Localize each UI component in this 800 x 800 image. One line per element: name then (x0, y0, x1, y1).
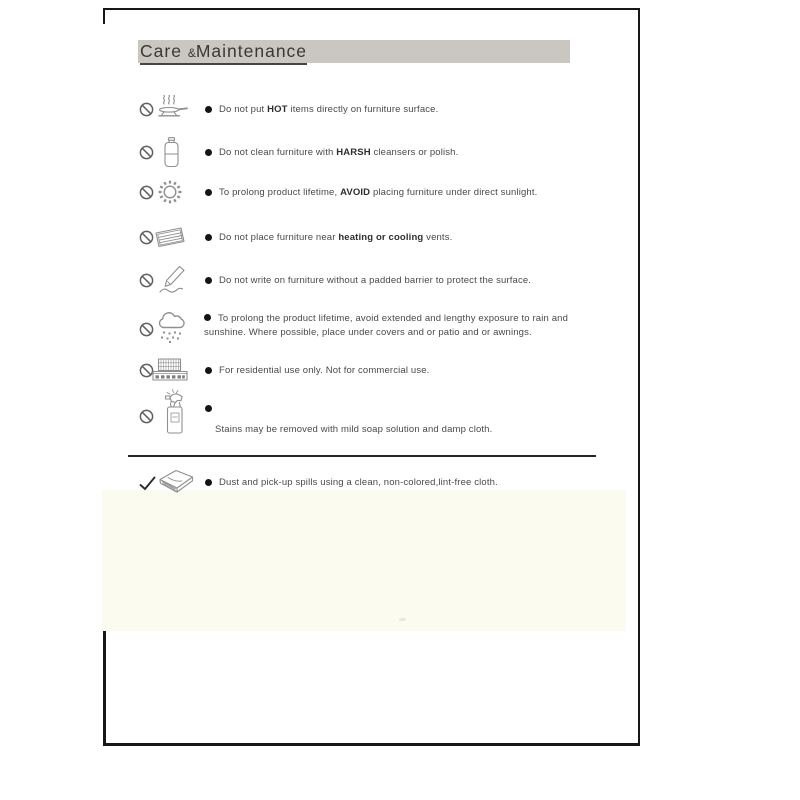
title-bar (138, 40, 570, 63)
page-frame-bottom (103, 743, 640, 746)
cream-band (102, 490, 626, 631)
section-divider (128, 455, 596, 457)
page-frame-right (638, 8, 640, 746)
bullet-icon (204, 314, 211, 321)
care-item-hot (138, 94, 600, 126)
scan-artifact (399, 618, 406, 621)
bullet-icon (205, 405, 212, 412)
care-item-text: Do not write on furniture without a padded barrier to protect the surface. (219, 275, 532, 286)
bullet-icon (205, 367, 212, 374)
bullet-icon (205, 277, 212, 284)
page-frame-left-bottom (103, 628, 106, 744)
care-item-writing (138, 265, 600, 297)
rain-cloud-icon (155, 308, 187, 344)
bullet-icon (205, 189, 212, 196)
care-item-text: Do not clean furniture with HARSH cleansers or polish. (219, 147, 459, 158)
pen-icon (158, 265, 186, 295)
bullet-icon (205, 234, 212, 241)
care-item-rain (138, 305, 600, 353)
bottle-icon (163, 137, 180, 168)
spray-bottle-icon (163, 388, 187, 436)
care-item-text: Stains may be removed with mild soap solution and damp cloth. (215, 424, 493, 435)
care-item-cleansers (138, 137, 600, 169)
page-frame-left-top (103, 8, 105, 24)
page-title: Care &Maintenance (140, 41, 307, 65)
care-item-text: Do not put HOT items directly on furniture surface. (219, 104, 439, 115)
care-item-dusting (138, 467, 600, 499)
prohibition-icon (139, 185, 154, 200)
cloth-icon (154, 468, 196, 496)
care-item-text: For residential use only. Not for commercial use. (219, 365, 430, 376)
care-item-text: To prolong the product lifetime, avoid extended and lengthy exposure to rain and sunshine. Where possible, place under covers and or patio and or awnings. (204, 313, 569, 338)
prohibition-icon (139, 102, 154, 117)
page-frame-top (103, 8, 640, 10)
bullet-icon (205, 106, 212, 113)
care-item-stains (138, 390, 600, 444)
sun-icon (155, 177, 185, 207)
prohibition-icon (139, 322, 154, 337)
prohibition-icon (139, 230, 154, 245)
prohibition-icon (139, 273, 154, 288)
building-icon (152, 358, 188, 382)
hot-pan-icon (153, 95, 189, 121)
care-item-sunlight (138, 177, 600, 209)
care-item-text: Do not place furniture near heating or cooling vents. (219, 232, 453, 243)
care-item-residential (138, 355, 600, 387)
bullet-icon (205, 149, 212, 156)
bullet-icon (205, 479, 212, 486)
care-item-vents (138, 222, 600, 254)
prohibition-icon (139, 145, 154, 160)
prohibition-icon (139, 409, 154, 424)
vent-icon (154, 226, 186, 250)
care-item-text: To prolong product lifetime, AVOID placing furniture under direct sunlight. (219, 187, 538, 198)
care-item-text: Dust and pick-up spills using a clean, non-colored,lint-free cloth. (219, 477, 498, 488)
